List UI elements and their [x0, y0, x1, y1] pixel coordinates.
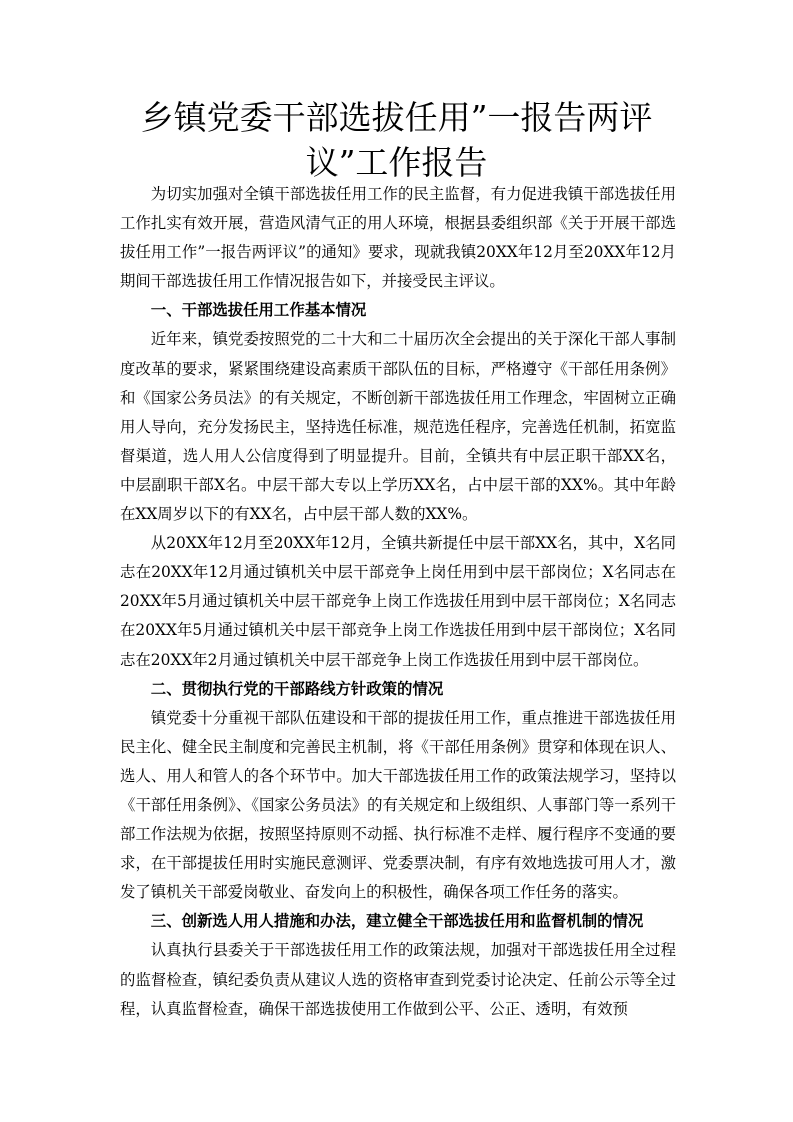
paragraph-2-1: 镇党委十分重视干部队伍建设和干部的提拔任用工作，重点推进干部选拔任用民主化、健全民主制度和完善民主机制，将《干部任用条例》贯穿和体现在识人、选人、用人和管人的各个环节中。加大干部选拔任用工作的政策法规学习，坚持以《干部任用条例》、《国家公务员法》的有关规定和上级组织、人事部门等一系列干部工作法规为依据，按照坚持原则不动摇、执行标准不走样、履行程序不变通的要求，在干部提拔任用时实施民意测评、党委票决制，有序有效地选拔可用人才，激发了镇机关干部爱岗敬业、奋发向上的积极性，确保各项工作任务的落实。	[120, 708, 676, 902]
section-heading-2: 二、贯彻执行党的干部路线方针政策的情况	[150, 679, 444, 698]
paragraph-3-1: 认真执行县委关于干部选拔任用工作的政策法规，加强对干部选拔任用全过程的监督检查，镇纪委负责从建议人选的资格审查到党委讨论决定、任前公示等全过程，认真监督检查，确保干部选拔使用工作做到公平、公正、透明，有效预	[120, 941, 676, 1018]
section-heading-1: 一、干部选拔任用工作基本情况	[150, 301, 367, 320]
document-body	[120, 180, 676, 1024]
document-title: 乡镇党委干部选拔任用”一报告两评议”工作报告	[140, 98, 653, 182]
paragraph-1-2: 从20XX年12月至20XX年12月，全镇共新提任中层干部XX名，其中，X名同志在20XX年12月通过镇机关中层干部竞争上岗任用到中层干部岗位；X名同志在20XX年5月通过镇机关中层干部竞争上岗工作选拔任用到中层干部岗位；X名同志在20XX年5月通过镇机关中层干部竞争上岗工作选拔任用到中层干部岗位；X名同志在20XX年2月通过镇机关中层干部竞争上岗工作选拔任用到中层干部岗位。	[120, 534, 676, 669]
section-heading-3: 三、创新选人用人措施和办法，建立健全干部选拔任用和监督机制的情况	[150, 912, 644, 931]
paragraph-intro: 为切实加强对全镇干部选拔任用工作的民主监督，有力促进我镇干部选拔任用工作扎实有效开展，营造风清气正的用人环境，根据县委组织部《关于开展干部选拔任用工作”一报告两评议”的通知》要求，现就我镇20XX年12月至20XX年12月期间干部选拔任用工作情况报告如下，并接受民主评议。	[120, 185, 676, 291]
paragraph-1-1: 近年来，镇党委按照党的二十大和二十届历次全会提出的关于深化干部人事制度改革的要求，紧紧围绕建设高素质干部队伍的目标，严格遵守《干部任用条例》和《国家公务员法》的有关规定，不断创新干部选拔任用工作理念，牢固树立正确用人导向，充分发扬民主，坚持选任标准，规范选任程序，完善选任机制，拓宽监督渠道，选人用人公信度得到了明显提升。目前，全镇共有中层正职干部XX名，中层副职干部X名。中层干部大专以上学历XX名，占中层干部的XX%。其中年龄在XX周岁以下的有XX名，占中层干部人数的XX%。	[120, 330, 676, 524]
